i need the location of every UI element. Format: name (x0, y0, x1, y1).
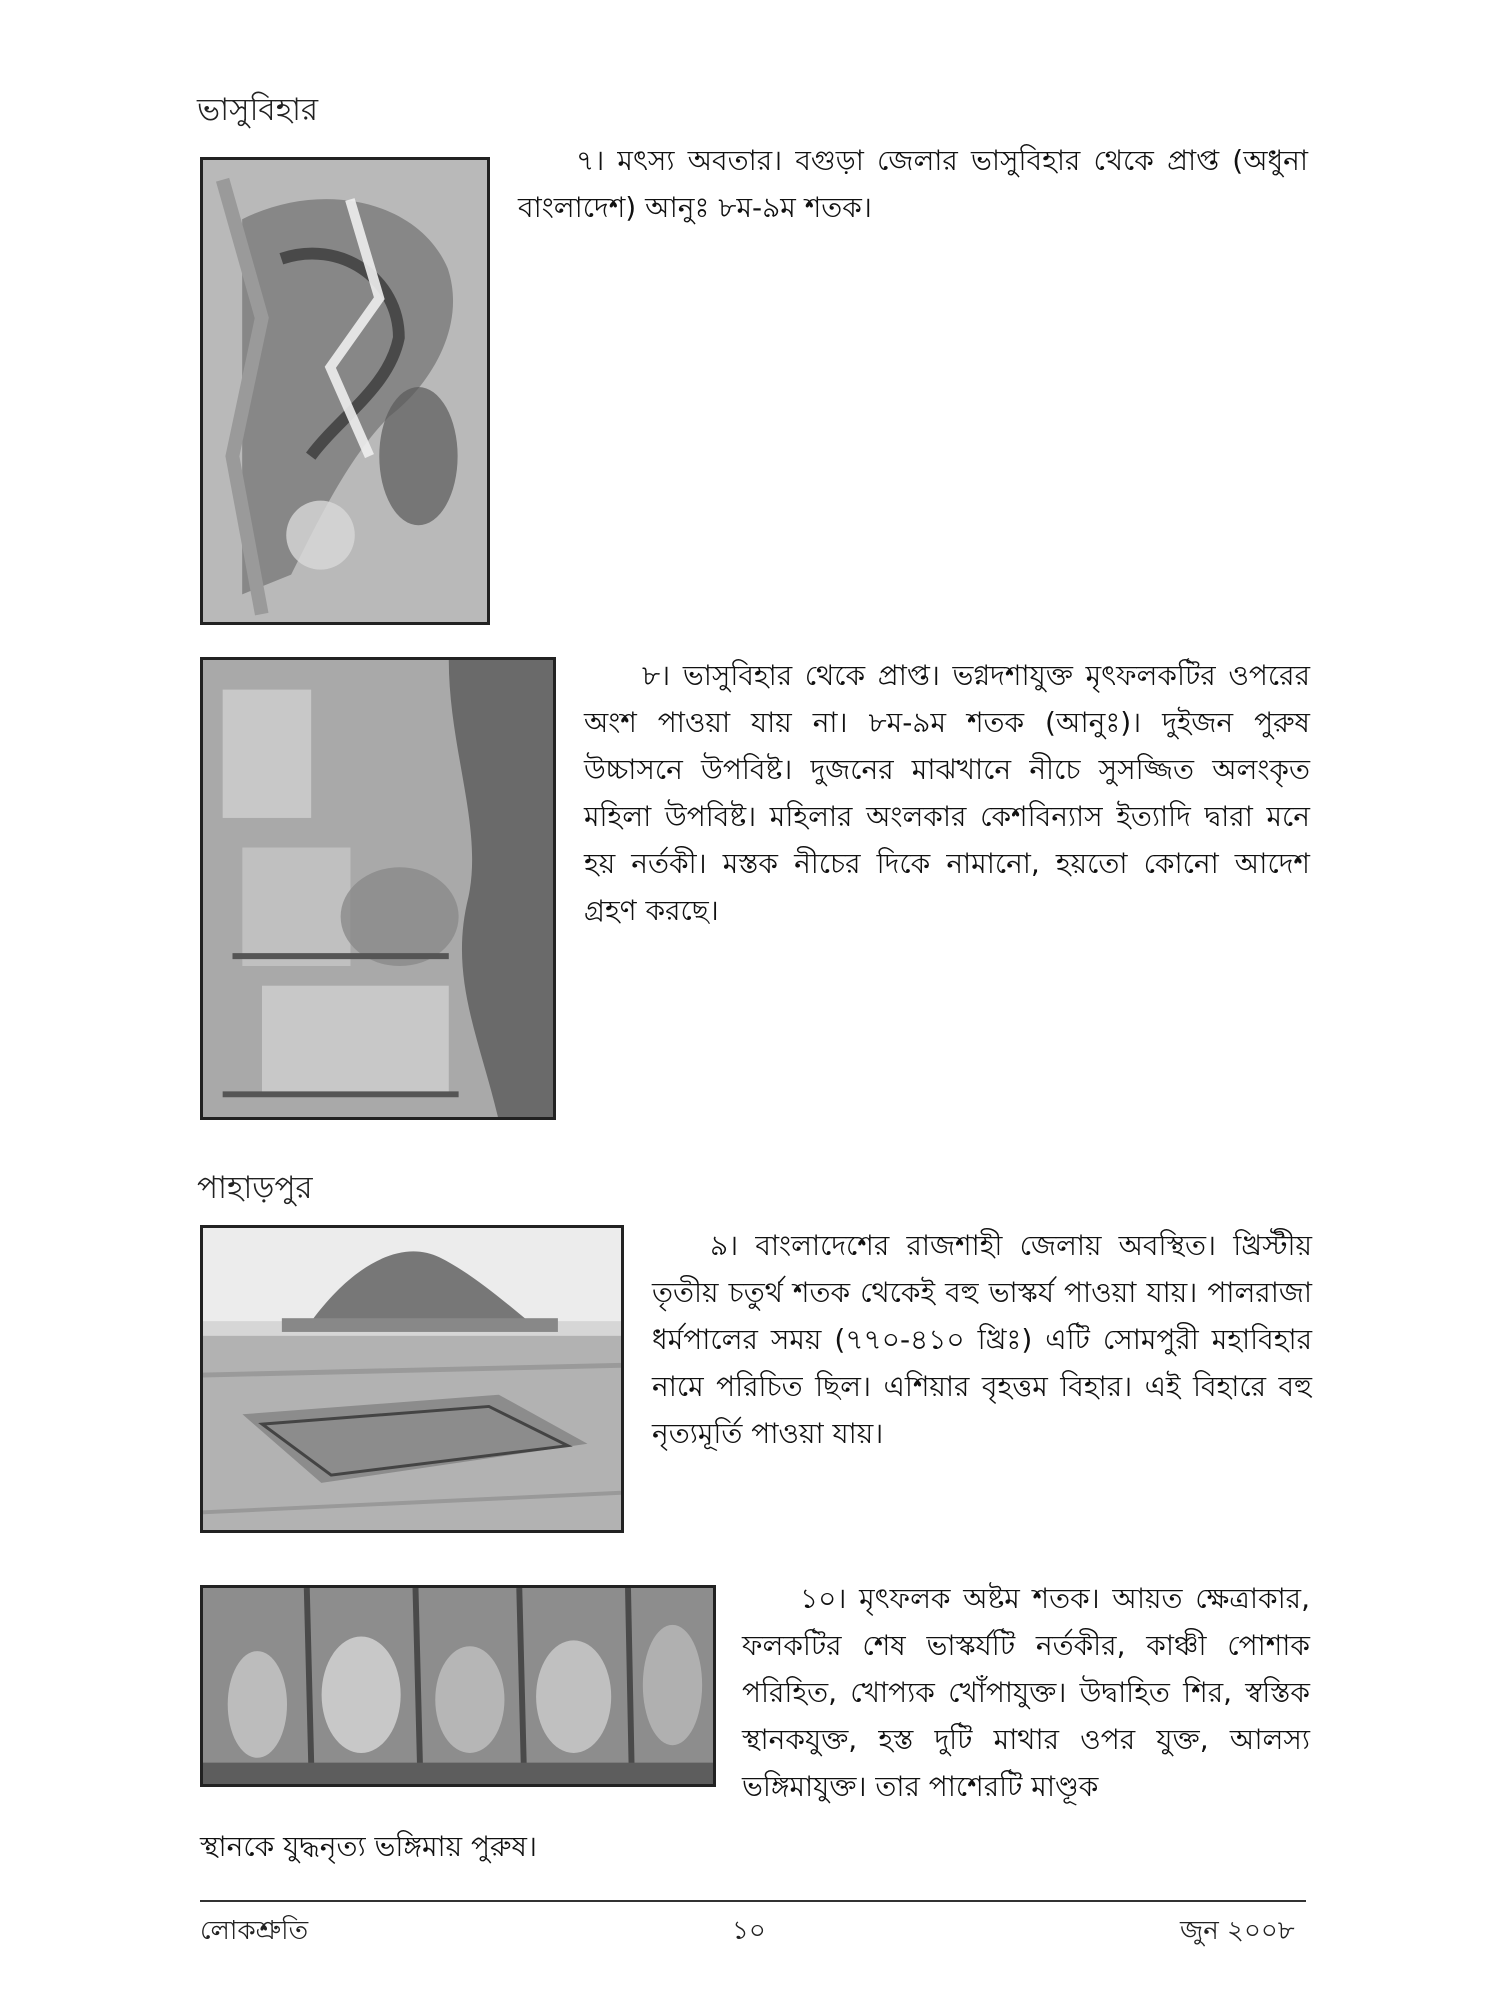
caption-figure-9: ৯। বাংলাদেশের রাজশাহী জেলায় অবস্থিত। খ্রিস্টীয় তৃতীয় চতুর্থ শতক থেকেই বহু ভাস্কর্য পাওয়া যায়। পালরাজা ধর্মপালের সময় (৭৭০-৪১০ খ্রিঃ) এটি সোমপুরী মহাবিহার নামে পরিচিত ছিল। এশিয়ার বৃহত্তম বিহার। এই বিহারে বহু নৃত্যমূর্তি পাওয়া যায়। (652, 1229, 1312, 1450)
footer-page-number: ১০ (732, 1916, 766, 1946)
footer-date: জুন ২০০৮ (1180, 1916, 1295, 1946)
section-heading-bhasubihar: ভাসুবিহার (197, 92, 319, 128)
caption-figure-10-continued: স্থানকে যুদ্ধনৃত্য ভঙ্গিমায় পুরুষ। (200, 1830, 537, 1863)
figure-8-terracotta-plaque-photo (200, 657, 556, 1120)
caption-figure-10: ১০। মৃৎফলক অষ্টম শতক। আয়ত ক্ষেত্রাকার, ফলকটির শেষ ভাস্কর্যটি নর্তকীর, কাঞ্চী পোশাক পরিহিত, খোপ্যক খোঁপাযুক্ত। উদ্বাহিত শির, স্বস্তিক স্থানকযুক্ত, হস্ত দুটি মাথার ওপর যুক্ত, আলস্য ভঙ্গিমাযুক্ত। তার পাশেরটি মাণ্ডূক (742, 1582, 1310, 1803)
footer-divider (200, 1900, 1306, 1902)
footer-journal-name: লোকশ্রুতি (200, 1916, 309, 1946)
caption-figure-7: ৭। মৎস্য অবতার। বগুড়া জেলার ভাসুবিহার থেকে প্রাপ্ত (অধুনা বাংলাদেশ) আনুঃ ৮ম-৯ম শতক। (518, 144, 1308, 224)
figure-9-paharpur-site-photo (200, 1225, 624, 1533)
figure-7-matsya-avatar-photo (200, 157, 490, 625)
section-heading-paharpur: পাহাড়পুর (197, 1170, 313, 1206)
figure-10-terracotta-frieze-photo (200, 1585, 716, 1787)
caption-figure-8: ৮। ভাসুবিহার থেকে প্রাপ্ত। ভগ্নদশাযুক্ত মৃৎফলকটির ওপরের অংশ পাওয়া যায় না। ৮ম-৯ম শতক (আনুঃ)। দুইজন পুরুষ উচ্চাসনে উপবিষ্ট। দুজনের মাঝখানে নীচে সুসজ্জিত অলংকৃত মহিলা উপবিষ্ট। মহিলার অংলকার কেশবিন্যাস ইত্যাদি দ্বারা মনে হয় নর্তকী। মস্তক নীচের দিকে নামানো, হয়তো কোনো আদেশ গ্রহণ করছে। (584, 659, 1310, 927)
